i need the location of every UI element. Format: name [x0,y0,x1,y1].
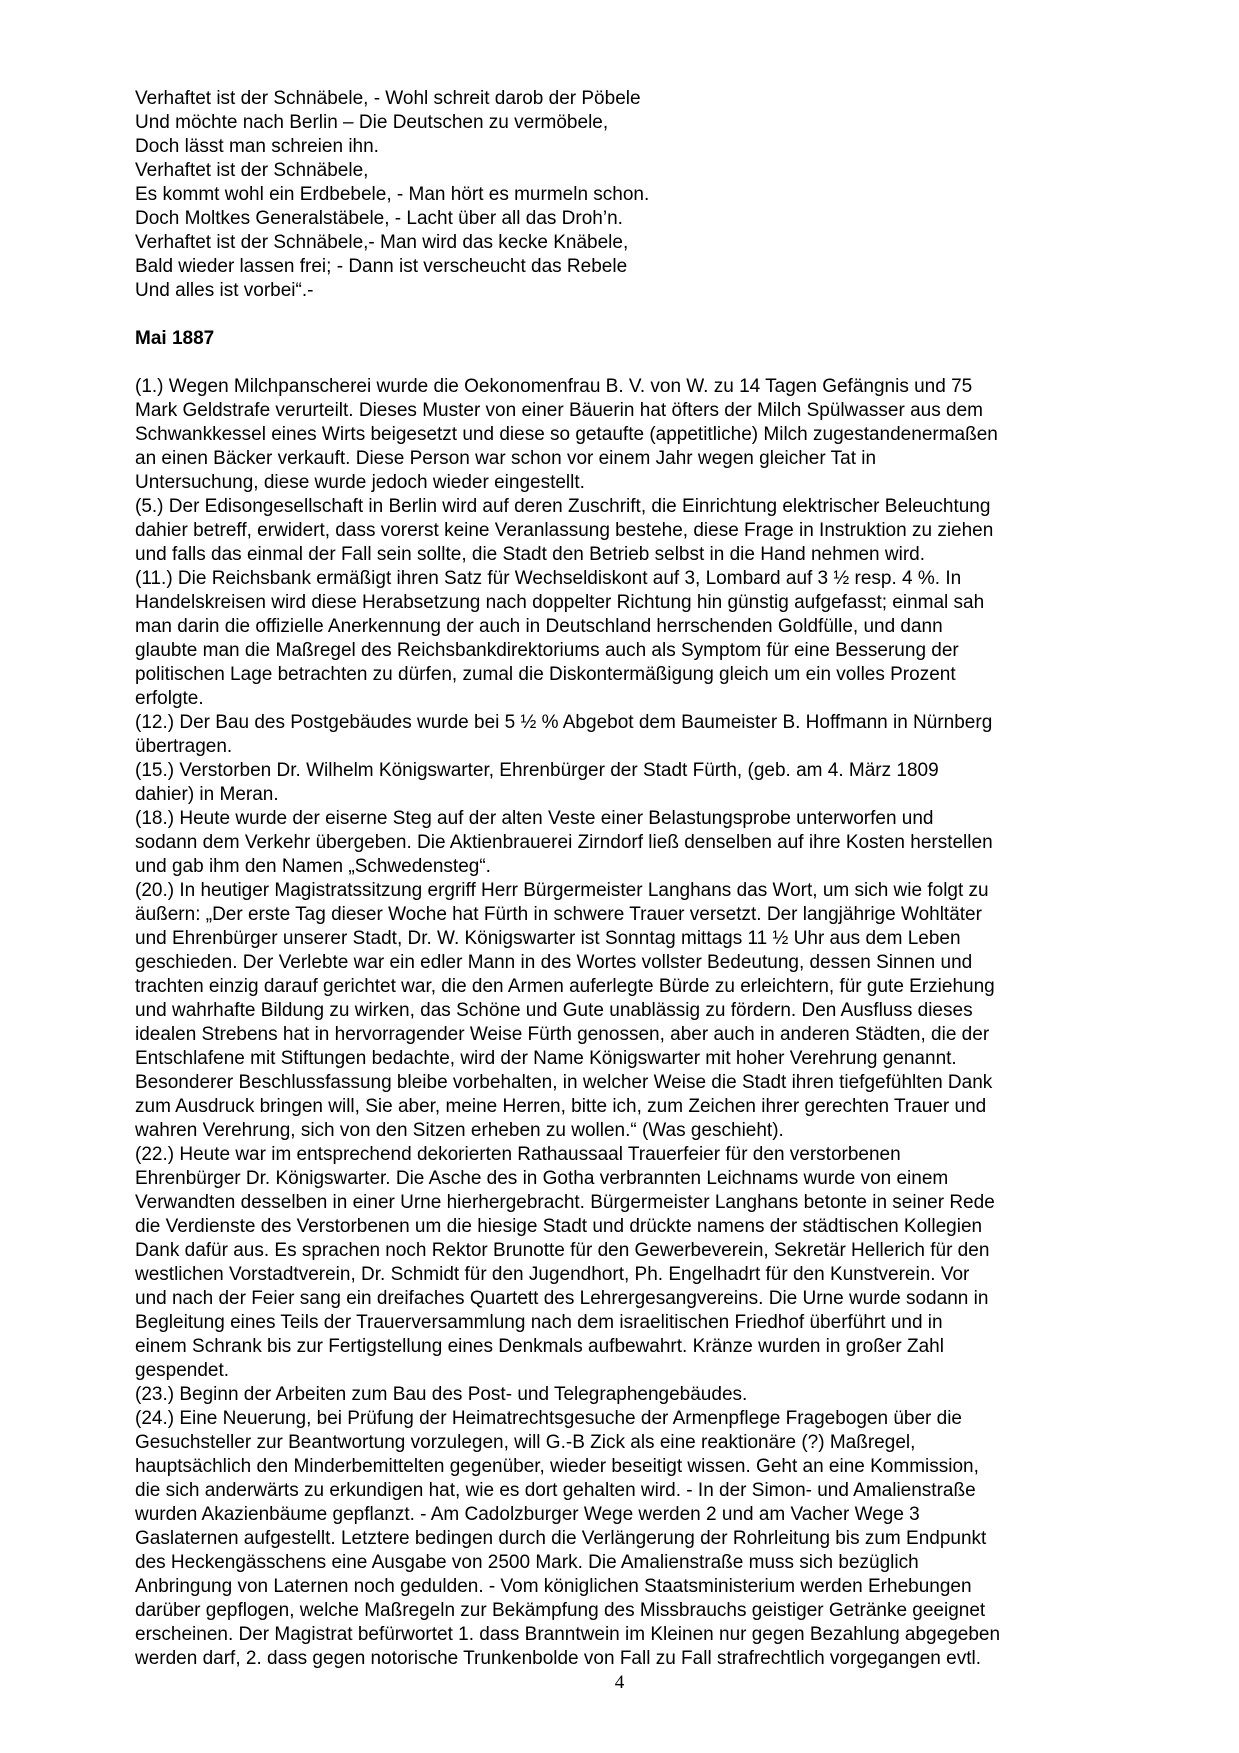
chronicle-entry [135,1143,1125,1383]
entry-line: einem Schrank bis zur Fertigstellung eines Denkmals aufbewahrt. Kränze wurden in großer Zahl [135,1336,944,1357]
entry-line: gespendet. [135,1360,230,1381]
entry-line: Verwandten desselben in einer Urne hierhergebracht. Bürgermeister Langhans betonte in seiner Rede [135,1192,995,1213]
chronicle-entry [135,759,1125,807]
entry-line: Handelskreisen wird diese Herabsetzung nach doppelter Richtung hin günstig aufgefasst; einmal sah [135,592,985,613]
poem-line: Bald wieder lassen frei; - Dann ist verscheucht das Rebele [135,256,628,277]
poem-line: Doch Moltkes Generalstäbele, - Lacht über all das Droh’n. [135,208,623,229]
entry-line: (5.) Der Edisongesellschaft in Berlin wird auf deren Zuschrift, die Einrichtung elektrischer Beleuchtung [135,496,991,517]
entry-line: sodann dem Verkehr übergeben. Die Aktienbrauerei Zirndorf ließ denselben auf ihre Kosten herstellen [135,832,993,853]
entry-line: westlichen Vorstadtverein, Dr. Schmidt für den Jugendhort, Ph. Engelhadrt für den Kunstverein. Vor [135,1264,970,1285]
section-heading: Mai 1887 [135,328,215,349]
entry-line: man darin die offizielle Anerkennung der auch in Deutschland herrschenden Goldfülle, und dann [135,616,943,637]
entry-line: Entschlafene mit Stiftungen bedachte, wird der Name Königswarter mit hoher Verehrung genannt. [135,1048,957,1069]
entry-line: die sich anderwärts zu erkundigen hat, wie es dort gehalten wird. - In der Simon- und Amalienstraße [135,1480,976,1501]
chronicle-entry [135,879,1125,1143]
entry-line: und nach der Feier sang ein dreifaches Quartett des Lehrergesangvereins. Die Urne wurde sodann in [135,1288,989,1309]
entry-line: erscheinen. Der Magistrat befürwortet 1. dass Branntwein im Kleinen nur gegen Bezahlung abgegeben [135,1624,1001,1645]
entry-line: Besonderer Beschlussfassung bleibe vorbehalten, in welcher Weise die Stadt ihren tiefgefühlten Dank [135,1072,993,1093]
chronicle-entry [135,711,1125,759]
entry-line: äußern: „Der erste Tag dieser Woche hat Fürth in schwere Trauer versetzt. Der langjährige Wohltäter [135,904,982,925]
entry-line: (12.) Der Bau des Postgebäudes wurde bei 5 ½ % Abgebot dem Baumeister B. Hoffmann in Nürnberg [135,712,993,733]
entry-line: dahier betreff, erwidert, dass vorerst keine Veranlassung bestehe, diese Frage in Instruktion zu ziehen [135,520,994,541]
entry-line: die Verdienste des Verstorbenen um die hiesige Stadt und drückte namens der städtischen Kollegien [135,1216,983,1237]
entry-line: (23.) Beginn der Arbeiten zum Bau des Post- und Telegraphengebäudes. [135,1384,748,1405]
entry-line: übertragen. [135,736,233,757]
entry-line: (1.) Wegen Milchpanscherei wurde die Oekonomenfrau B. V. von W. zu 14 Tagen Gefängnis und 75 [135,376,973,397]
poem-line: Verhaftet ist der Schnäbele,- Man wird das kecke Knäbele, [135,232,629,253]
entry-line: hauptsächlich den Minderbemittelten gegenüber, wieder beseitigt wissen. Geht an eine Kommission, [135,1456,979,1477]
entry-line: werden darf, 2. dass gegen notorische Trunkenbolde von Fall zu Fall strafrechtlich vorgegangen evtl. [135,1648,981,1669]
entry-line: dahier) in Meran. [135,784,279,805]
chronicle-entry [135,375,1125,495]
chronicle-entry [135,495,1125,567]
poem-line: Und alles ist vorbei“.- [135,280,314,301]
entry-line: zum Ausdruck bringen will, Sie aber, meine Herren, bitte ich, zum Zeichen ihrer gerechten Trauer und [135,1096,987,1117]
entry-line: politischen Lage betrachten zu dürfen, zumal die Diskontermäßigung gleich um ein volles Prozent [135,664,956,685]
entry-line: (18.) Heute wurde der eiserne Steg auf der alten Veste einer Belastungsprobe unterworfen und [135,808,934,829]
poem-line: Und möchte nach Berlin – Die Deutschen zu vermöbele, [135,112,609,133]
entry-line: Begleitung eines Teils der Trauerversammlung nach dem israelitischen Friedhof überführt und in [135,1312,943,1333]
entry-line: geschieden. Der Verlebte war ein edler Mann in des Wortes vollster Bedeutung, dessen Sinnen und [135,952,973,973]
entry-line: Schwankkessel eines Wirts beigesetzt und diese so getaufte (appetitliche) Milch zugestandenermaßen [135,424,998,445]
entry-line: und wahrhafte Bildung zu wirken, das Schöne und Gute unablässig zu fördern. Den Ausfluss dieses [135,1000,973,1021]
entry-line: Untersuchung, diese wurde jedoch wieder eingestellt. [135,472,585,493]
chronicle-entry [135,807,1125,879]
entry-line: wahren Verehrung, sich von den Sitzen erheben zu wollen.“ (Was geschieht). [135,1120,784,1141]
entry-line: Anbringung von Laternen noch gedulden. - Vom königlichen Staatsministerium werden Erhebungen [135,1576,972,1597]
chronicle-entry [135,1383,1125,1407]
entry-line: Gesuchsteller zur Beantwortung vorzulegen, will G.-B Zick als eine reaktionäre (?) Maßregel, [135,1432,916,1453]
entry-line: Mark Geldstrafe verurteilt. Dieses Muster von einer Bäuerin hat öfters der Milch Spülwasser aus dem [135,400,983,421]
entry-line: an einen Bäcker verkauft. Diese Person war schon vor einem Jahr wegen gleicher Tat in [135,448,877,469]
entry-line: darüber gepflogen, welche Maßregeln zur Bekämpfung des Missbrauchs geistiger Getränke geeignet [135,1600,986,1621]
entry-line: und falls das einmal der Fall sein sollte, die Stadt den Betrieb selbst in die Hand nehmen wird. [135,544,925,565]
entry-line: Ehrenbürger Dr. Königswarter. Die Asche des in Gotha verbrannten Leichnams wurde von einem [135,1168,949,1189]
entry-line: und gab ihm den Namen „Schwedensteg“. [135,856,491,877]
poem [135,87,1125,303]
entry-line: erfolgte. [135,688,204,709]
entry-line: Dank dafür aus. Es sprachen noch Rektor Brunotte für den Gewerbeverein, Sekretär Hellerich für den [135,1240,990,1261]
entry-line: (11.) Die Reichsbank ermäßigt ihren Satz für Wechseldiskont auf 3, Lombard auf 3 ½ resp. 4 %. In [135,568,962,589]
entry-line: idealen Strebens hat in hervorragender Weise Fürth genossen, aber auch in anderen Städten, die der [135,1024,990,1045]
entry-line: glaubte man die Maßregel des Reichsbankdirektoriums auch als Symptom für eine Besserung der [135,640,959,661]
entry-line: (15.) Verstorben Dr. Wilhelm Königswarter, Ehrenbürger der Stadt Fürth, (geb. am 4. März 1809 [135,760,939,781]
entry-line: trachten einzig darauf gerichtet war, die den Armen auferlegte Bürde zu erleichtern, für gute Erziehung [135,976,995,997]
entry-line: wurden Akazienbäume gepflanzt. - Am Cadolzburger Wege werden 2 und am Vacher Wege 3 [135,1504,920,1525]
chronicle-entry [135,1407,1125,1671]
entry-line: des Heckengässchens eine Ausgabe von 2500 Mark. Die Amalienstraße muss sich bezüglich [135,1552,919,1573]
poem-line: Verhaftet ist der Schnäbele, [135,160,369,181]
poem-line: Es kommt wohl ein Erdbebele, - Man hört es murmeln schon. [135,184,650,205]
entry-line: (24.) Eine Neuerung, bei Prüfung der Heimatrechtsgesuche der Armenpflege Fragebogen über die [135,1408,963,1429]
document-content [135,87,1125,1671]
entry-line: (22.) Heute war im entsprechend dekorierten Rathaussaal Trauerfeier für den verstorbenen [135,1144,901,1165]
poem-line: Doch lässt man schreien ihn. [135,136,379,157]
entry-line: (20.) In heutiger Magistratssitzung ergriff Herr Bürgermeister Langhans das Wort, um sich wie folgt zu [135,880,989,901]
poem-line: Verhaftet ist der Schnäbele, - Wohl schreit darob der Pöbele [135,88,641,109]
page-number: 4 [614,1672,625,1693]
chronicle-entry [135,567,1125,711]
chronicle-entries [135,375,1125,1671]
entry-line: und Ehrenbürger unserer Stadt, Dr. W. Königswarter ist Sonntag mittags 11 ½ Uhr aus dem Leben [135,928,961,949]
entry-line: Gaslaternen aufgestellt. Letztere bedingen durch die Verlängerung der Rohrleitung bis zum Endpunkt [135,1528,987,1549]
